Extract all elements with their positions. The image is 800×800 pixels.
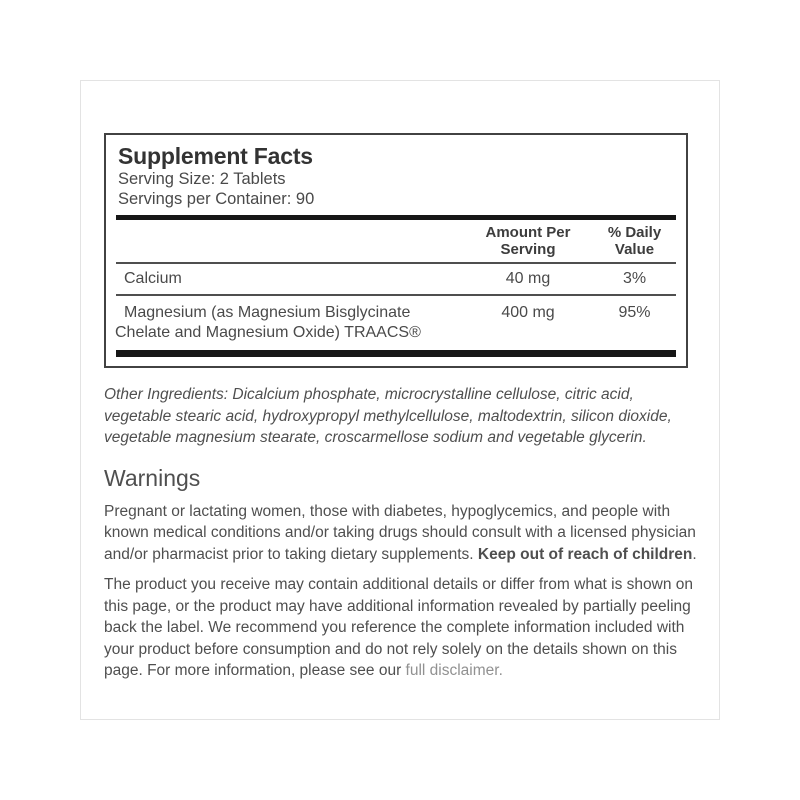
other-ingredients-text: Other Ingredients: Dicalcium phosphate, microcrystalline cellulose, citric acid, vegetable stearic acid, hydroxypropyl methylcellulose, maltodextrin, silicon dioxide, vegetable magnesium stearate, croscarmellose sodium and vegetable glycerin. [104, 386, 672, 446]
warnings-text: Pregnant or lactating women, those with diabetes, hypoglycemics, and people with known medical conditions and/or taking drugs should consult with a licensed physician and/or pharmacist prior to taking dietary supplements. [104, 502, 696, 563]
nutrient-daily-value: 95% [618, 304, 651, 321]
nutrient-daily-value: 3% [622, 270, 647, 287]
table-row [106, 264, 686, 294]
column-header-daily-value: % Daily Value [607, 224, 662, 258]
nutrient-amount: 40 mg [505, 270, 551, 287]
column-header-amount: Amount Per Serving [485, 224, 571, 258]
thick-divider-bottom [116, 350, 676, 357]
warnings-text-end: . [692, 545, 697, 563]
product-note-text: The product you receive may contain additional details or differ from what is shown on this page, or the product may have additional information revealed by partially peeling back the label. We recommend you reference the complete information included with your product before consumption and do not rely solely on the details shown on this page. For more information, please see our [104, 576, 694, 679]
table-row [106, 296, 686, 350]
keep-out-of-reach-text: Keep out of reach of children [477, 545, 693, 563]
serving-size: Serving Size: 2 Tablets [118, 170, 286, 188]
table-header-row [106, 220, 686, 262]
nutrient-amount: 400 mg [501, 304, 555, 321]
product-note-paragraph [104, 574, 702, 682]
nutrient-name: Magnesium (as Magnesium Bisglycinate Chelate and Magnesium Oxide) TRAACS® [115, 304, 421, 341]
supplement-facts-panel [104, 133, 688, 368]
supplement-facts-title: Supplement Facts [118, 143, 313, 169]
warnings-paragraph [104, 501, 702, 566]
warnings-heading: Warnings [104, 464, 201, 491]
content-card [80, 80, 720, 720]
servings-per-container: Servings per Container: 90 [118, 190, 315, 208]
nutrient-name: Calcium [124, 270, 182, 287]
full-disclaimer-link[interactable]: full disclaimer. [405, 662, 503, 679]
